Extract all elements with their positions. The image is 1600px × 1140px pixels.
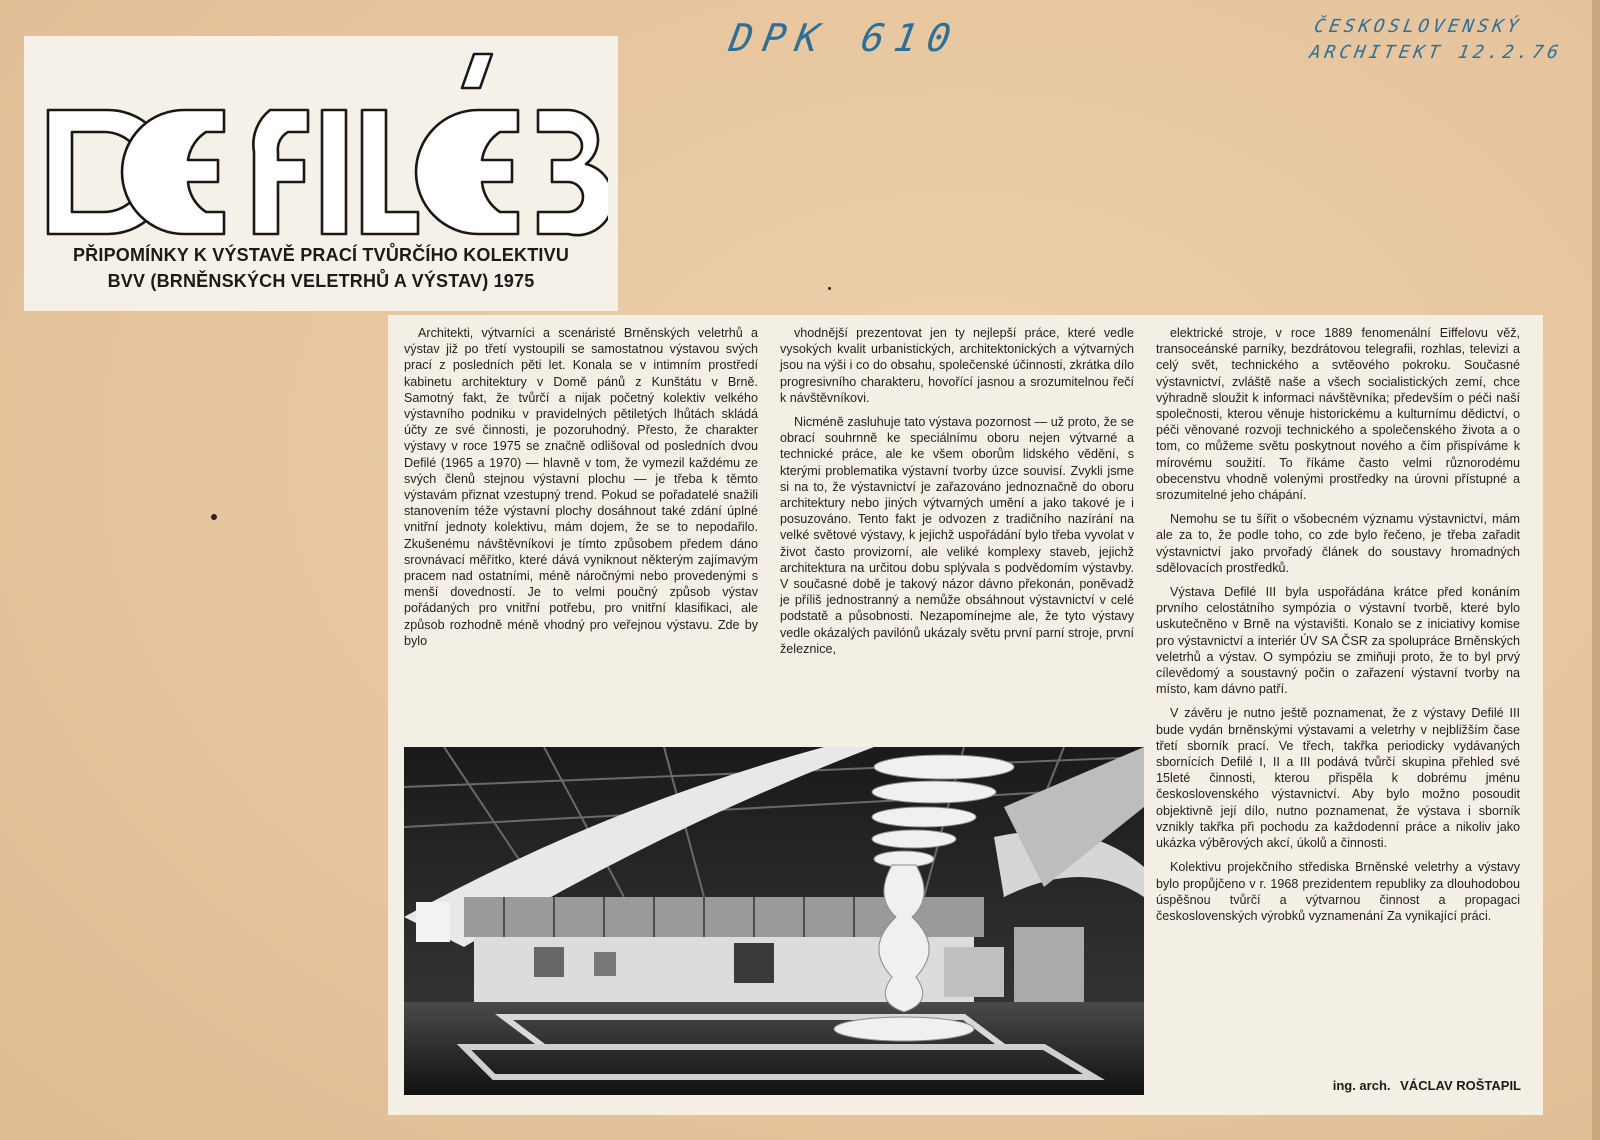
paragraph: elektrické stroje, v roce 1889 fenomenální Eiffelovu věž, transoceánské parníky, bezdrátovou telegrafii, rozhlas, televizi a celý svět, technického a svtěového pokroku. Současné výstavnictví, zvláště naše a všech socialistických zemí, chce výhradně sloužit k informaci návštěvníka; především o péči naší společnosti, kterou věnuje historickému a kulturnímu dědictví, o péči věnované rozvoji technického a společenského života a o tom, co můžeme světu poskytnout nového a čím přispíváme k mírovému soužití. To říkáme často velmi různorodému obecenstvu vhodně volenými prostředky na úrovni přístupné a srozumitelné jeho chápání. (1156, 326, 1520, 503)
pin-dot (211, 514, 217, 520)
article-column-2 (780, 325, 1134, 665)
author-name: VÁCLAV ROŠTAPIL (1400, 1078, 1521, 1093)
title-logo (38, 48, 608, 238)
article-subtitle (24, 242, 618, 294)
article-clipping (388, 315, 1543, 1115)
source-annotation-line1: ČESKOSLOVENSKÝ (1312, 16, 1524, 37)
article-column-1 (404, 325, 758, 657)
exhibition-hall-illustration (404, 747, 1144, 1095)
board-edge (1592, 0, 1600, 1140)
paragraph: Nemohu se tu šířit o všobecném významu výstavnictví, mám ale za to, že podle toho, co zde bylo řečeno, je třeba zařadit výstavnictví jako prvořadý článek do soustavy hromadných sdělovacích prostředků. (1156, 512, 1520, 575)
author-byline (1333, 1078, 1521, 1093)
subtitle-line-2: BVV (BRNĚNSKÝCH VELETRHŮ A VÝSTAV) 1975 (107, 271, 535, 291)
article-column-3 (1156, 325, 1520, 1105)
source-annotation (1307, 14, 1568, 66)
paragraph: Nicméně zasluhuje tato výstava pozornost — už proto, že se obrací souhrnně ke speciálnímu oboru nejen výtvarné a technické práce, ale ke všem oborům lidského vědění, s kterými problematika výstavní tvorby úzce souvisí. Zvykli jsme si na to, že výstavnictví je zařazováno jednoznačně do oboru architektury nebo jiných výtvarných umění a jako takové je i posuzováno. Tento fakt je odvozen z tradičního nazírání na velké světové výstavy, k jejichž uspořádání bylo třeba vyvolat v život často provizorní, ale veliké komplexy staveb, jejichž architektura na určitou dobu splývala s podvědomím výstavby. V současné době je takový názor dávno překonán, poněvadž je příliš jednostranný a nemůže obsáhnout výstavnictví v celé podstatě a působnosti. Nezapomínejme ale, že tyto výstavy vedle okázalých pavilónů ukázaly světu první parní stroje, první železnice, (780, 415, 1134, 656)
subtitle-line-1: PŘIPOMÍNKY K VÝSTAVĚ PRACÍ TVŮRČÍHO KOLEKTIVU (72, 245, 570, 265)
source-annotation-line2: ARCHITEKT 12.2.76 (1307, 42, 1564, 63)
paragraph: Výstava Defilé III byla uspořádána krátce před konáním prvního celostátního sympózia o výstavní tvorbě, které bylo uskutečněno v Brně na výstavišti. Konalo se z iniciativy komise pro výstavnictví a interiér ÚV SA ČSR za spolupráce Brněnských veletrhů a výstav. O sympóziu se zmiňuji proto, že to byl prvý cílevědomý a soustavný počin o zařazení výstavní tvorby na místo, kam dávno patří. (1156, 585, 1520, 697)
archive-code-annotation: DPK 610 (726, 16, 965, 60)
paragraph: V závěru je nutno ještě poznamenat, že z výstavy Defilé III bude vydán brněnskými výstavami a veletrhy v nejbližším čase třetí sborník prací. Ve třech, takřka periodicky vydávaných sbornících Defilé I, II a III podává tvůrčí skupina přehled své 15leté činnosti, kterou přispěla k dobrému jménu československého výstavnictví. Aby bylo možno posoudit objektivně její dílo, nutno poznamenat, že výstava i sborník vznikly takřka při pochodu za každodenní práce a nikoliv jako ukázka výběrových akcí, úkolů a činnosti. (1156, 706, 1520, 851)
exhibition-hall-photo (404, 747, 1144, 1095)
pin-dot (828, 287, 831, 290)
paragraph: Architekti, výtvarníci a scenáristé Brněnských veletrhů a výstav již po třetí vystoupili se samostatnou výstavou svých prací z posledních pěti let. Konala se v intimním prostředí kabinetu architektury v Domě pánů z Kunštátu v Brně. Samotný fakt, že tvůrčí a nijak početný kolektiv velkého výstavního podniku v pravidelných pětiletých lhůtách skládá účty ze své činnosti, je pozoruhodný. Přesto, že charakter výstavy v roce 1975 se značně odlišoval od posledních dvou Defilé (1965 a 1970) — hlavně v tom, že vymezil každému ze svých členů stejnou výstavní plochu — je třeba k těmto výstavám přiznat vzestupný trend. Pokud se pořadatelé snažili stanovením téže výstavní plochy dosáhnout také zdání úplné vnitřní jednoty kolektivu, mám dojem, že se to nepodařilo. Zkušenému návštěvníkovi je tímto způsobem předem dáno srovnávací měřítko, které dává vyniknout některým zajímavým pracem nad ostatními, méně náročnými nebo provedenými s menší dovedností. Je to velmi poučný způsob výstav pořádaných pro vnitřní potřebu, pro vnitřní klasifikaci, ale způsob rozhodně méně vhodný pro veřejnou výstavu. Zde by bylo (404, 326, 758, 648)
paragraph: Kolektivu projekčního střediska Brněnské veletrhy a výstavy bylo propůjčeno v r. 1968 prezidentem republiky za dlouhodobou úspěšnou tvůrčí a výtvarnou činnost a propagaci československých výrobků vyznamenání Za vynikající práci. (1156, 860, 1520, 923)
paragraph: vhodnější prezentovat jen ty nejlepší práce, které vedle vysokých kvalit urbanistických, architektonických a výtvarných jsou na výši i co do obsahu, společenské účinnosti, zkrátka dílo progresivního charakteru, hovořící jasnou a srozumitelnou řečí k návštěvníkovi. (780, 326, 1134, 405)
author-title: ing. arch. (1332, 1078, 1391, 1093)
title-clipping (24, 36, 618, 311)
